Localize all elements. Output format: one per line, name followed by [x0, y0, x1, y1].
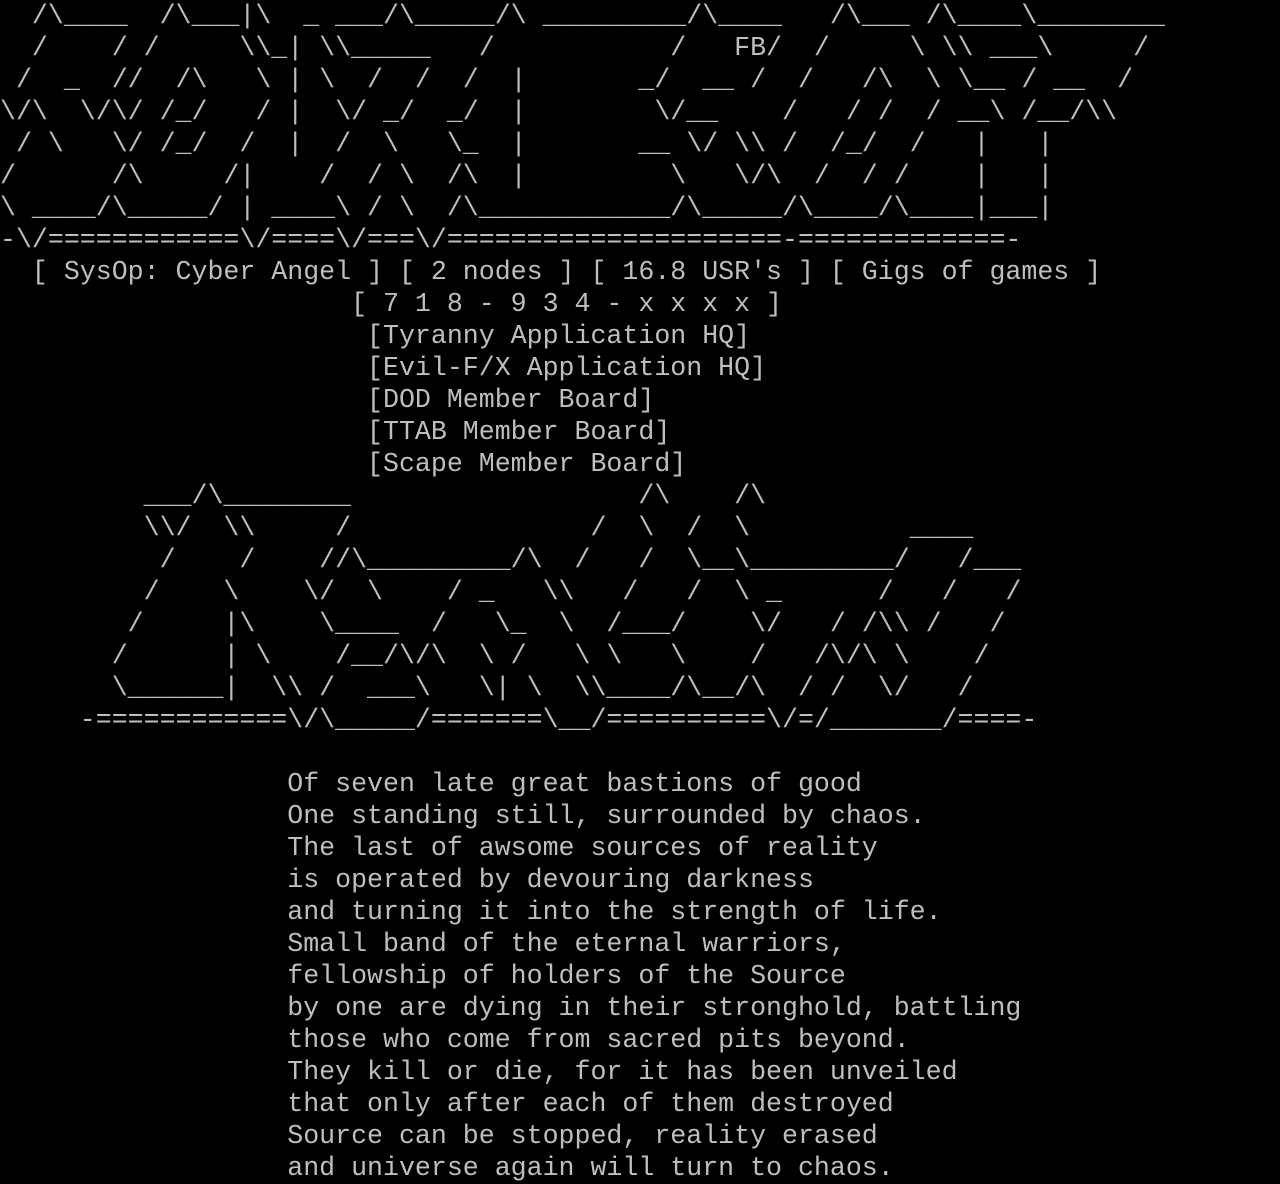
screen-line: Small band of the eternal warriors, — [0, 929, 846, 959]
screen-line: \ ____/\_____/ | ____\ / \ /\____________/\_____/\____/\____|___| — [0, 193, 1054, 223]
screen-line: is operated by devouring darkness — [0, 865, 814, 895]
screen-line: [Evil-F/X Application HQ] — [0, 353, 767, 383]
screen-line: -============\/\_____/=======\__/==========\/=/_______/====- — [0, 705, 1038, 735]
screen-line: / / //\_________/\ / / \__\_________/ /___ — [0, 545, 1022, 575]
screen-line: / | \ /__/\/\ \ / \ \ \ / /\/\ \ / — [0, 641, 990, 671]
screen-line: \______| \\ / ___\ \| \ \\____/\__/\ / / \/ / — [0, 673, 974, 703]
screen-line: [TTAB Member Board] — [0, 417, 671, 447]
screen-line: The last of awsome sources of reality — [0, 833, 878, 863]
screen-line: [ SysOp: Cyber Angel ] [ 2 nodes ] [ 16.8 USR's ] [ Gigs of games ] — [0, 257, 1102, 287]
screen-line: / / / \\_| \\_____ / / FB/ / \ \\ ___\ / — [0, 33, 1150, 63]
screen-line: -\/============\/====\/===\/=====================-=============- — [0, 225, 1022, 255]
screen-line: / \ \/ \ / _ \\ / / \ _ / / / — [0, 577, 1022, 607]
screen-line: / |\ \____ / \_ \ /___/ \/ / /\\ / / — [0, 609, 1006, 639]
screen-line: / /\ /| / / \ /\ | \ \/\ / / / | | — [0, 161, 1054, 191]
screen-line: [DOD Member Board] — [0, 385, 655, 415]
screen-line: [ 7 1 8 - 9 3 4 - x x x x ] — [0, 289, 782, 319]
screen-line: \\/ \\ / / \ / \ ____ — [0, 513, 974, 543]
screen-line: /\____ /\___|\ _ ___/\_____/\ _________/\____ /\___ /\____\________ — [0, 1, 1165, 31]
screen-line: and turning it into the strength of life. — [0, 897, 942, 927]
screen-line: and universe again will turn to chaos. — [0, 1153, 894, 1183]
screen-line: [Scape Member Board] — [0, 449, 687, 479]
screen-line: [Tyranny Application HQ] — [0, 321, 751, 351]
screen-line: / \ \/ /_/ / | / \ \_ | __ \/ \\ / /_/ / | | — [0, 129, 1054, 159]
screen-line — [0, 736, 1280, 768]
screen-line: fellowship of holders of the Source — [0, 961, 846, 991]
screen-line: by one are dying in their stronghold, battling — [0, 993, 1022, 1023]
screen-line: that only after each of them destroyed — [0, 1089, 894, 1119]
screen-line: Source can be stopped, reality erased — [0, 1121, 878, 1151]
screen-line: ___/\________ /\ /\ — [0, 481, 767, 511]
screen-line: / _ // /\ \ | \ / / / | _/ __ / / /\ \ \__ / __ / — [0, 65, 1134, 95]
screen-line: They kill or die, for it has been unveiled — [0, 1057, 958, 1087]
screen-line: those who come from sacred pits beyond. — [0, 1025, 910, 1055]
screen-line: One standing still, surrounded by chaos. — [0, 801, 926, 831]
screen-line: \/\ \/\/ /_/ / | \/ _/ _/ | \/__ / / / / __\ /__/\\ — [0, 97, 1118, 127]
screen-line: Of seven late great bastions of good — [0, 769, 862, 799]
